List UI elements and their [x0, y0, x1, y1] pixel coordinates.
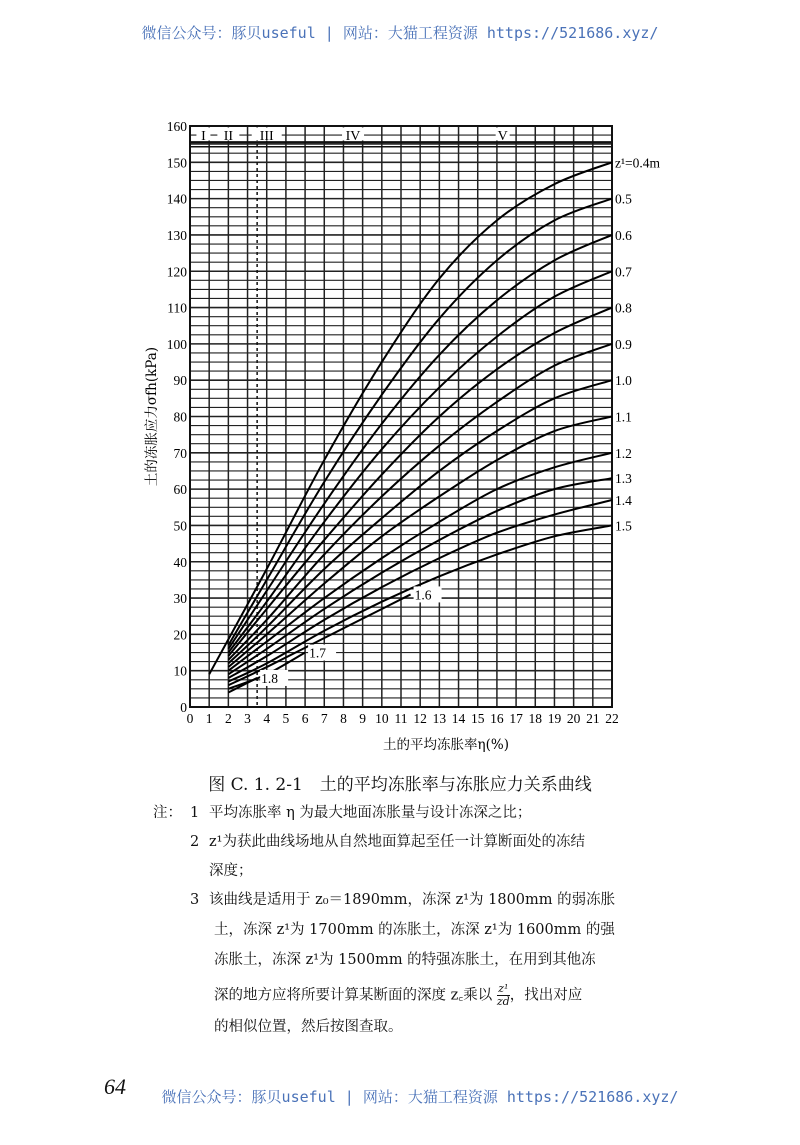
zone-label: IV	[345, 129, 361, 145]
y-tick-label: 50	[173, 518, 187, 534]
y-tick-label: 120	[166, 264, 187, 280]
note-3-line-1: 该曲线是适用于 z₀＝1890mm，冻深 z¹为 1800mm 的弱冻胀	[209, 892, 616, 908]
y-axis-label: 土的冻胀应力σfh(kPa)	[144, 346, 160, 487]
series-label: 1.2	[615, 445, 632, 461]
y-tick-label: 130	[166, 227, 187, 243]
note-2-number: 2	[190, 834, 200, 850]
fraction-denominator: zd	[496, 995, 510, 1008]
x-tick-label: 12	[413, 711, 427, 726]
y-tick-label: 160	[166, 119, 187, 134]
page-number: 64	[104, 1074, 126, 1099]
series-label: z¹=0.4m	[615, 155, 661, 171]
series-label: 1.4	[615, 493, 632, 509]
x-tick-label: 13	[432, 711, 447, 726]
series-label: 1.5	[615, 518, 632, 534]
series-label: 0.6	[615, 227, 632, 243]
notes-prefix: 注：	[153, 805, 182, 821]
series-label: 1.6	[414, 587, 432, 603]
y-tick-label: 60	[173, 482, 187, 498]
x-tick-label: 5	[282, 711, 290, 726]
series-label: 0.5	[615, 191, 632, 207]
note-3-line-3: 冻胀土，冻深 z¹为 1500mm 的特强冻胀土，在用到其他冻	[214, 952, 596, 968]
x-tick-label: 1	[205, 711, 213, 726]
y-tick-label: 0	[180, 700, 187, 715]
watermark-bottom: 微信公众号：豚贝useful | 网站：大猫工程资源 https://521686.xyz/	[161, 1088, 679, 1106]
y-tick-label: 30	[173, 591, 187, 607]
y-tick-label: 10	[173, 663, 187, 679]
x-tick-label: 8	[340, 711, 347, 726]
series-label: 1.1	[615, 409, 632, 425]
note-3-line-4-end: ，找出对应	[509, 987, 583, 1004]
zone-label: II	[223, 129, 234, 145]
x-tick-label: 0	[186, 711, 194, 726]
zone-label: V	[497, 129, 508, 145]
note-2-line-1: z¹为获此曲线场地从自然地面算起至任一计算断面处的冻结	[209, 834, 585, 850]
y-tick-label: 40	[173, 554, 187, 570]
x-tick-label: 2	[224, 711, 232, 726]
fraction-numerator: z¹	[498, 982, 509, 995]
note-1-number: 1	[190, 805, 200, 821]
y-tick-label: 70	[173, 445, 187, 461]
depth-ratio-fraction	[497, 983, 510, 1008]
note-3-line-4	[214, 983, 582, 1008]
y-tick-label: 150	[166, 155, 187, 171]
series-label: 1.3	[615, 471, 632, 487]
y-tick-label: 80	[173, 409, 187, 425]
x-tick-label: 3	[244, 711, 251, 726]
note-3-number: 3	[190, 892, 200, 908]
note-1: 平均冻胀率 η 为最大地面冻胀量与设计冻深之比；	[209, 805, 532, 821]
x-tick-label: 10	[375, 711, 389, 726]
x-tick-label: 4	[263, 711, 271, 726]
y-tick-label: 110	[167, 300, 187, 316]
y-tick-label: 90	[173, 373, 187, 389]
watermark-top: 微信公众号：豚贝useful | 网站：大猫工程资源 https://521686.xyz/	[141, 24, 659, 42]
zone-label: III	[259, 129, 274, 145]
note-3-line-2: 土，冻深 z¹为 1700mm 的冻胀土，冻深 z¹为 1600mm 的强	[214, 922, 615, 938]
note-3-line-4-text: 深的地方应将所要计算某断面的深度 z꜀乘以	[214, 987, 493, 1004]
y-tick-label: 140	[166, 191, 187, 207]
x-tick-label: 6	[301, 711, 309, 726]
x-tick-label: 11	[394, 711, 408, 726]
y-tick-label: 100	[166, 336, 187, 352]
x-tick-label: 22	[605, 711, 619, 726]
figure-caption: 图 C. 1. 2-1 土的平均冻胀率与冻胀应力关系曲线	[208, 775, 592, 795]
zone-label: I	[201, 129, 206, 145]
series-label: 1.7	[309, 645, 326, 661]
x-tick-label: 18	[528, 711, 543, 726]
series-label: 0.9	[615, 336, 632, 352]
series-label: 1.8	[261, 670, 279, 686]
x-tick-label: 14	[451, 711, 466, 726]
x-tick-label: 15	[470, 711, 485, 726]
x-tick-label: 16	[490, 711, 504, 726]
x-tick-label: 9	[359, 711, 367, 726]
x-tick-label: 7	[320, 711, 328, 726]
y-tick-label: 20	[173, 627, 187, 643]
note-3-line-5: 的相似位置，然后按图查取。	[214, 1019, 403, 1035]
x-tick-label: 17	[509, 711, 523, 726]
x-axis-label: 土的平均冻胀率η(%)	[383, 737, 509, 753]
x-tick-label: 19	[547, 711, 562, 726]
series-label: 0.8	[615, 300, 632, 316]
series-label: 1.0	[615, 373, 632, 389]
note-2-line-2: 深度；	[209, 863, 253, 879]
series-label: 0.7	[615, 264, 632, 280]
x-tick-label: 21	[586, 711, 600, 726]
x-tick-label: 20	[566, 711, 581, 726]
